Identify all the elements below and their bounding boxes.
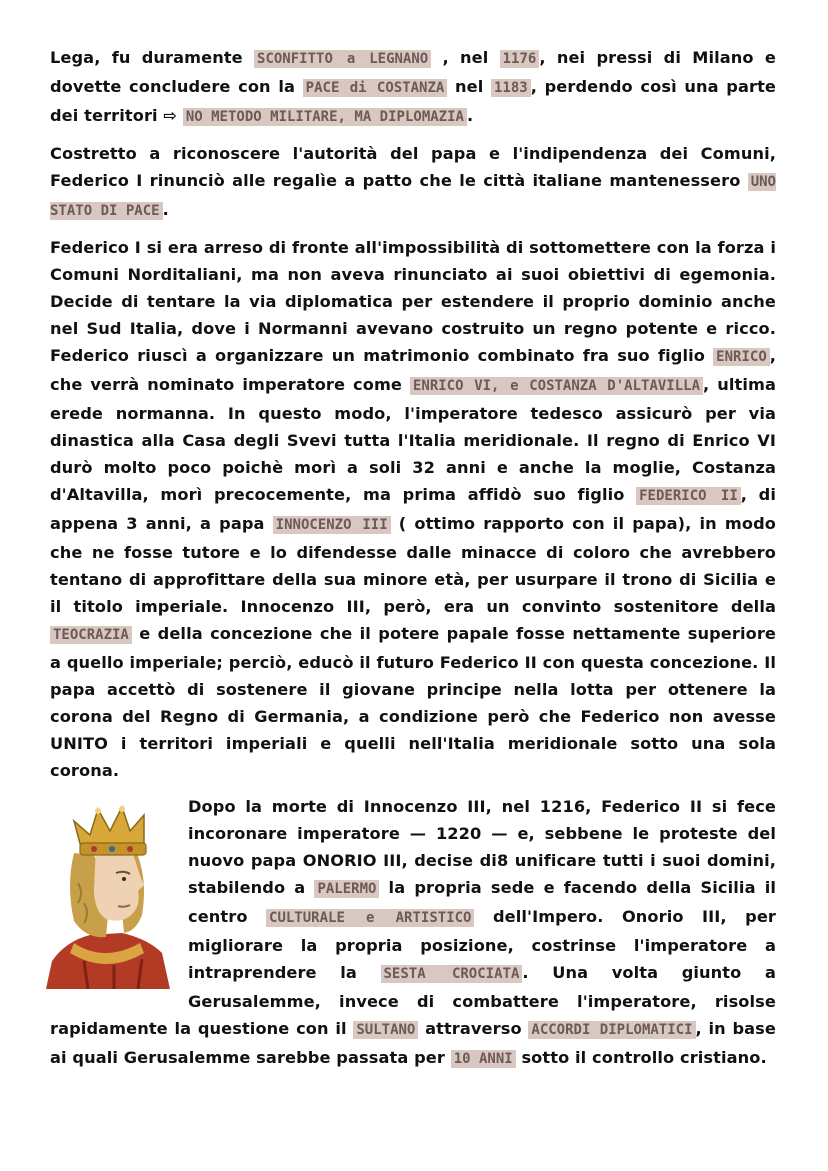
text-run: dell'Impero. Onorio III, per migliorare la propria posizione, costrinse l'imperatore a intraprendere la	[188, 907, 776, 982]
highlighted-term: ACCORDI DIPLOMATICI	[528, 1021, 695, 1039]
crowned-emperor-icon	[44, 793, 184, 989]
highlighted-term: PACE di COSTANZA	[303, 79, 448, 97]
text-run: .	[466, 106, 474, 125]
federico-ii-portrait-illustration	[44, 793, 184, 989]
text-run: .	[162, 200, 169, 219]
text-run: Costretto a riconoscere l'autorità del papa e l'indipendenza dei Comuni, Federico I rinunciò alle regalìe a patto che le città italiane mantenessero	[50, 144, 776, 190]
highlighted-term: CULTURALE e ARTISTICO	[266, 909, 474, 927]
text-run: , che verrà nominato imperatore come	[50, 346, 776, 394]
text-run: la propria sede e facendo della Sicilia il centro	[188, 878, 777, 926]
highlighted-term: SESTA CROCIATA	[381, 965, 523, 983]
highlighted-term: 10 ANNI	[451, 1050, 516, 1068]
highlighted-term: 1176	[500, 50, 540, 68]
text-run: Federico I si era arreso di fronte all'impossibilità di sottomettere con la forza i Comuni Norditaliani, ma non aveva rinunciato ai suoi obiettivi di egemonia. Decide di tentare la via diplomatica per estendere il proprio dominio anche nel Sud Italia, dove i Normanni avevano costruito un regno potente e ricco. Federico riuscì a organizzare un matrimonio combinato fra suo figlio	[50, 238, 776, 365]
highlighted-term: NO METODO MILITARE, MA DIPLOMAZIA	[183, 108, 467, 126]
highlighted-term: SCONFITTO a LEGNANO	[254, 50, 431, 68]
text-run: , in base ai quali Gerusalemme sarebbe passata per	[50, 1019, 776, 1067]
text-run: , nei pressi di Milano e dovette concludere con la	[50, 48, 776, 96]
text-run: ( ottimo rapporto con il papa), in modo che ne fosse tutore e lo difendesse dalle minacce di coloro che avrebbero tentano di approfittare della sua minore età, per usurpare il trono di Sicilia e il titolo imperiale. Innocenzo III, però, era un convinto sostenitore della	[50, 514, 776, 616]
highlighted-term: FEDERICO II	[636, 487, 741, 505]
highlighted-term: ENRICO VI, e COSTANZA D'ALTAVILLA	[410, 377, 703, 395]
text-run: . Una volta giunto a Gerusalemme, invece di combattere l'imperatore, risolse rapidamente la questione con il	[50, 963, 776, 1038]
paragraph-federico-diplomazia	[50, 234, 776, 784]
highlighted-term: INNOCENZO III	[273, 516, 391, 534]
text-run: , di appena 3 anni, a papa	[50, 485, 777, 533]
highlighted-term: SULTANO	[353, 1021, 418, 1039]
text-run: , ultima erede normanna. In questo modo, l'imperatore tedesco assicurò per via dinastica alla Casa degli Svevi tutta l'Italia meridionale. Il regno di Enrico VI durò molto poco poichè morì a soli 32 anni e anche la moglie, Costanza d'Altavilla, morì precocemente, ma prima affidò suo figlio	[50, 375, 776, 504]
text-run: Dopo la morte di Innocenzo III, nel 1216, Federico II si fece incoronare imperatore — 1220 — e, sebbene le proteste del nuovo papa ONORIO III, decise di8 unificare tutti i suoi domini, stabilendo a	[188, 797, 776, 897]
highlighted-term: UNO STATO DI PACE	[50, 174, 776, 219]
paragraph-federico-ii	[50, 793, 776, 1073]
highlighted-term: TEOCRAZIA	[50, 626, 132, 644]
highlighted-term: PALERMO	[314, 880, 379, 898]
text-run: , nel	[431, 48, 500, 67]
paragraph-regalie	[50, 140, 776, 225]
text-run: e della concezione che il potere papale fosse nettamente superiore a quello imperiale; perciò, educò il futuro Federico II con questa concezione. Il papa accettò di sostenere il giovane principe nella lotta per ottenere la corona del Regno di Germania, a condizione però che Federico non avesse UNITO i territori imperiali e quelli nell'Italia meridionale sotto una sola corona.	[50, 624, 776, 780]
text-run: attraverso	[418, 1019, 529, 1038]
text-run: Lega, fu duramente	[50, 48, 255, 67]
paragraph-legnano	[50, 44, 776, 131]
highlighted-term: ENRICO	[713, 348, 770, 366]
text-run: nel	[447, 77, 491, 96]
highlighted-term: 1183	[491, 79, 531, 97]
text-run: sotto il controllo cristiano.	[515, 1048, 767, 1067]
text-run: , perdendo così una parte dei territori ⇨	[50, 77, 776, 125]
